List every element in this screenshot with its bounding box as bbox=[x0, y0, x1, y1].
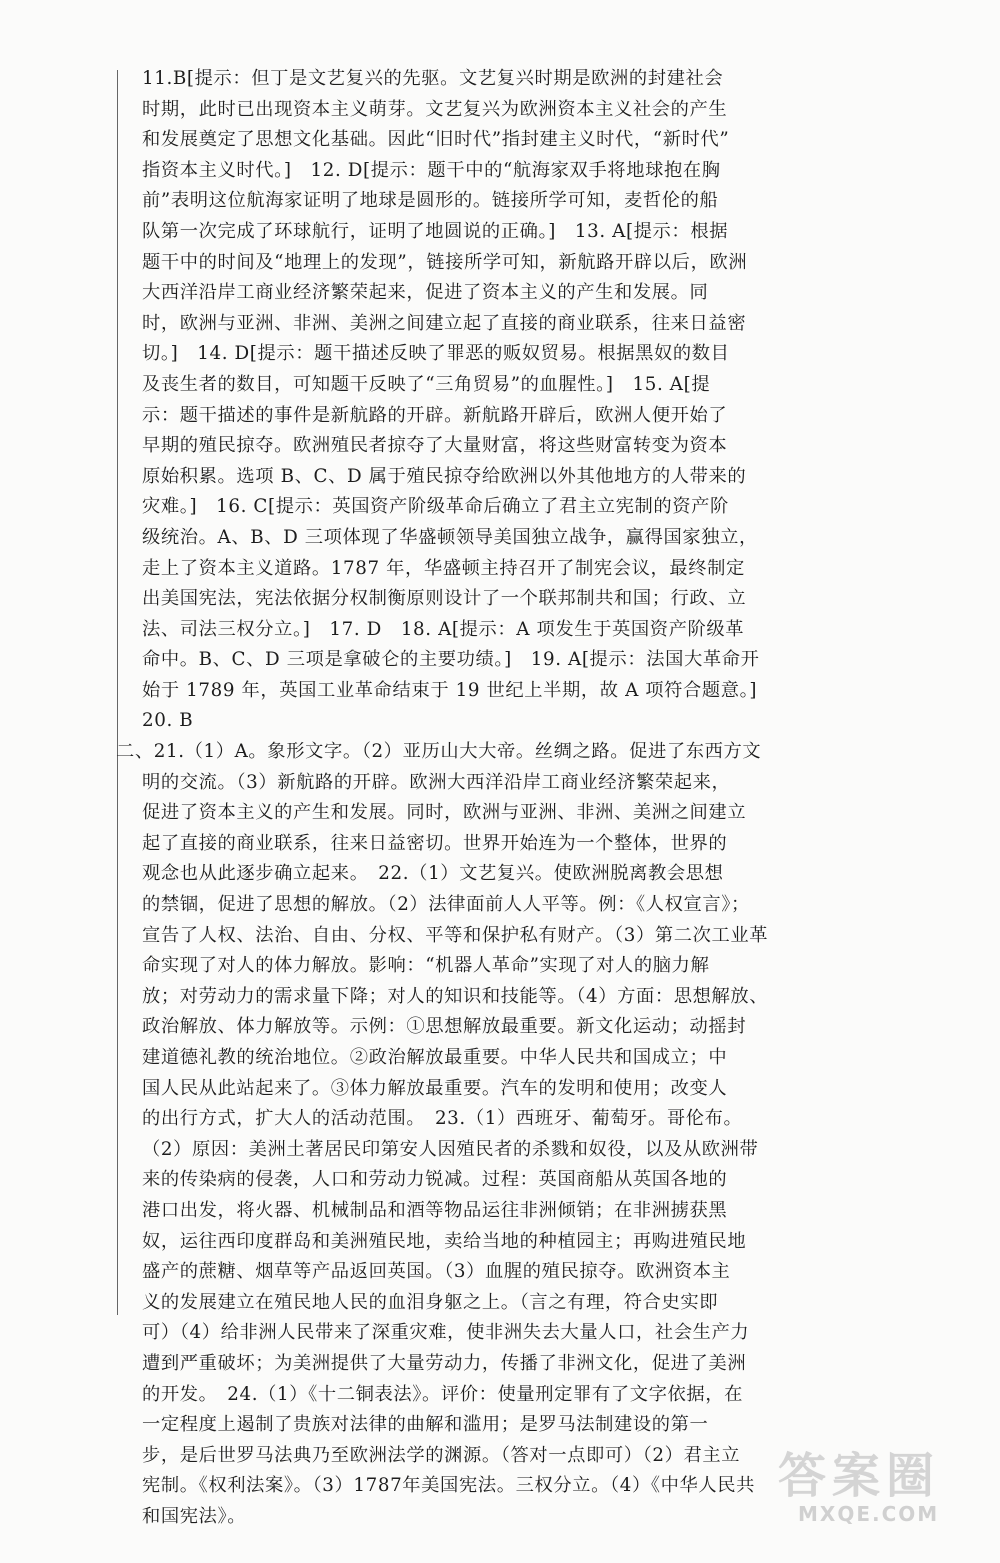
text-line: 出美国宪法，宪法依据分权制衡原则设计了一个联邦制共和国；行政、立 bbox=[142, 584, 792, 615]
text-line: 前”表明这位航海家证明了地球是圆形的。链接所学可知，麦哲伦的船 bbox=[142, 186, 792, 217]
text-line: 起了直接的商业联系，往来日益密切。世界开始连为一个整体，世界的 bbox=[142, 829, 792, 860]
text-line: 的出行方式，扩大人的活动范围。 23.（1）西班牙、葡萄牙。哥伦布。 bbox=[142, 1104, 792, 1135]
text-line: 20. B bbox=[142, 706, 792, 737]
left-margin-rule bbox=[117, 70, 118, 1315]
text-line: 的开发。 24.（1）《十二铜表法》。评价：使量刑定罪有了文字依据，在 bbox=[142, 1380, 792, 1411]
text-line: 切。] 14. D[提示：题干描述反映了罪恶的贩奴贸易。根据黑奴的数目 bbox=[142, 339, 792, 370]
text-line: 指资本主义时代。] 12. D[提示：题干中的“航海家双手将地球抱在胸 bbox=[142, 156, 792, 187]
text-line: 级统治。A、B、D 三项体现了华盛顿领导美国独立战争，赢得国家独立， bbox=[142, 523, 792, 554]
text-line: 走上了资本主义道路。1787 年，华盛顿主持召开了制宪会议，最终制定 bbox=[142, 554, 792, 585]
text-line: 法、司法三权分立。] 17. D 18. A[提示：A 项发生于英国资产阶级革 bbox=[142, 615, 792, 646]
text-line: 命中。B、C、D 三项是拿破仑的主要功绩。] 19. A[提示：法国大革命开 bbox=[142, 645, 792, 676]
text-line: 时，欧洲与亚洲、非洲、美洲之间建立起了直接的商业联系，往来日益密 bbox=[142, 309, 792, 340]
text-line: 放；对劳动力的需求量下降；对人的知识和技能等。（4）方面：思想解放、 bbox=[142, 982, 792, 1013]
text-line: 奴，运往西印度群岛和美洲殖民地，卖给当地的种植园主；再购进殖民地 bbox=[142, 1227, 792, 1258]
text-line: 命实现了对人的体力解放。影响：“机器人革命”实现了对人的脑力解 bbox=[142, 951, 792, 982]
answer-text-block bbox=[142, 64, 792, 1563]
text-line: 国人民从此站起来了。③体力解放最重要。汽车的发明和使用；改变人 bbox=[142, 1074, 792, 1105]
text-line: 始于 1789 年，英国工业革命结束于 19 世纪上半期，故 A 项符合题意。] bbox=[142, 676, 792, 707]
text-line: 示：题干描述的事件是新航路的开辟。新航路开辟后，欧洲人便开始了 bbox=[142, 401, 792, 432]
text-line: 港口出发，将火器、机械制品和酒等物品运往非洲倾销；在非洲掳获黑 bbox=[142, 1196, 792, 1227]
text-line: 宣告了人权、法治、自由、分权、平等和保护私有财产。（3）第二次工业革 bbox=[142, 921, 792, 952]
text-line: 原始积累。选项 B、C、D 属于殖民掠夺给欧洲以外其他地方的人带来的 bbox=[142, 462, 792, 493]
text-line: 盛产的蔗糖、烟草等产品返回英国。（3）血腥的殖民掠夺。欧洲资本主 bbox=[142, 1257, 792, 1288]
text-line: 和国宪法》。 bbox=[142, 1502, 792, 1533]
text-line: 遭到严重破坏；为美洲提供了大量劳动力，传播了非洲文化，促进了美洲 bbox=[142, 1349, 792, 1380]
text-line: 观念也从此逐步确立起来。 22.（1）文艺复兴。使欧洲脱离教会思想 bbox=[142, 859, 792, 890]
text-line: 明的交流。（3）新航路的开辟。欧洲大西洋沿岸工商业经济繁荣起来， bbox=[142, 768, 792, 799]
text-line: 步，是后世罗马法典乃至欧洲法学的渊源。（答对一点即可）（2）君主立 bbox=[142, 1441, 792, 1472]
text-line: 来的传染病的侵袭，人口和劳动力锐减。过程：英国商船从英国各地的 bbox=[142, 1165, 792, 1196]
section-2-heading-line: 二、21.（1）A。象形文字。（2）亚历山大大帝。丝绸之路。促进了东西方文 bbox=[116, 737, 792, 768]
text-line: 早期的殖民掠夺。欧洲殖民者掠夺了大量财富，将这些财富转变为资本 bbox=[142, 431, 792, 462]
text-line: 义的发展建立在殖民地人民的血泪身躯之上。（言之有理，符合史实即 bbox=[142, 1288, 792, 1319]
text-line: 一定程度上遏制了贵族对法律的曲解和滥用；是罗马法制建设的第一 bbox=[142, 1410, 792, 1441]
text-line: 建道德礼教的统治地位。②政治解放最重要。中华人民共和国成立；中 bbox=[142, 1043, 792, 1074]
text-line: 11.B[提示：但丁是文艺复兴的先驱。文艺复兴时期是欧洲的封建社会 bbox=[142, 64, 792, 95]
text-line: 灾难。] 16. C[提示：英国资产阶级革命后确立了君主立宪制的资产阶 bbox=[142, 492, 792, 523]
text-line: 促进了资本主义的产生和发展。同时，欧洲与亚洲、非洲、美洲之间建立 bbox=[142, 798, 792, 829]
text-line: （2）原因：美洲土著居民印第安人因殖民者的杀戮和奴役，以及从欧洲带 bbox=[142, 1135, 792, 1166]
site-watermark bbox=[778, 1448, 990, 1528]
text-line: 及丧生者的数目，可知题干反映了“三角贸易”的血腥性。] 15. A[提 bbox=[142, 370, 792, 401]
text-line: 队第一次完成了环球航行，证明了地圆说的正确。] 13. A[提示：根据 bbox=[142, 217, 792, 248]
text-line: 题干中的时间及“地理上的发现”，链接所学可知，新航路开辟以后，欧洲 bbox=[142, 248, 792, 279]
text-line: 政治解放、体力解放等。示例：①思想解放最重要。新文化运动；动摇封 bbox=[142, 1012, 792, 1043]
watermark-url: MXQE.COM bbox=[798, 1502, 988, 1526]
text-line: 时期，此时已出现资本主义萌芽。文艺复兴为欧洲资本主义社会的产生 bbox=[142, 95, 792, 126]
watermark-logo: 答案圈 bbox=[778, 1448, 990, 1504]
text-line bbox=[142, 1533, 792, 1563]
text-line: 的禁锢，促进了思想的解放。（2）法律面前人人平等。例：《人权宣言》； bbox=[142, 890, 792, 921]
text-line: 宪制。《权利法案》。（3）1787年美国宪法。三权分立。（4）《中华人民共 bbox=[142, 1471, 792, 1502]
text-line: 大西洋沿岸工商业经济繁荣起来，促进了资本主义的产生和发展。同 bbox=[142, 278, 792, 309]
text-line: 和发展奠定了思想文化基础。因此“旧时代”指封建主义时代，“新时代” bbox=[142, 125, 792, 156]
text-line: 可）（4）给非洲人民带来了深重灾难，使非洲失去大量人口，社会生产力 bbox=[142, 1318, 792, 1349]
